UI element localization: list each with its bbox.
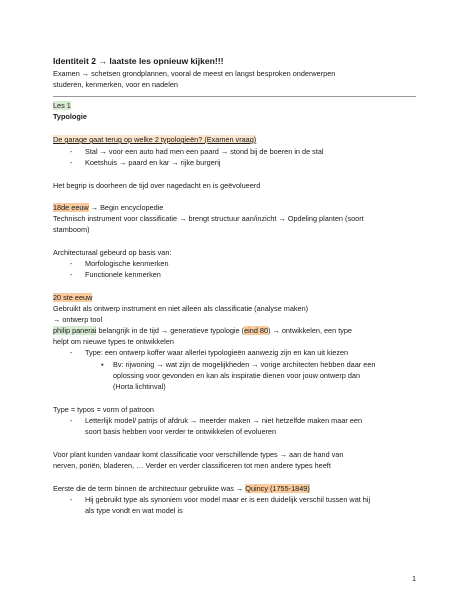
horizontal-rule [53, 96, 416, 97]
bullet-dash: - [70, 147, 73, 156]
quincy-line [53, 484, 310, 494]
lesson-label-highlight: Les 1 [53, 101, 71, 110]
bullet-dash: - [70, 416, 73, 425]
bullet-dash: - [70, 495, 73, 504]
plant-line-2: nerven, poriën, bladeren, … Verder en verder classificeren tot men andere types heeft [53, 461, 331, 470]
lesson-label [53, 101, 71, 111]
concept-line: Het begrip is doorheen de tijd over nagedacht en is geëvolueerd [53, 181, 261, 190]
century-18-highlight: 18de eeuw [53, 203, 89, 212]
bullet-dash: - [70, 270, 73, 279]
type-definition-line: Type = typos = vorm of patroon [53, 405, 154, 414]
quincy-highlight: Quincy (1755-1849) [245, 484, 310, 493]
example-line-1: Bv: rijwoning → wat zijn de mogelijkheden → vorige architecten hebben daar een [113, 360, 376, 369]
exam-question [53, 135, 256, 145]
century-18-line-3: stamboom) [53, 225, 90, 234]
century-20-line-4: helpt om nieuwe types te ontwikkelen [53, 337, 174, 346]
century-20-line-3-end: ) → ontwikkelen, een type [268, 326, 352, 335]
intro-line-1: Examen → schetsen grondplannen, vooral de meest en langst besproken onderwerpen [53, 69, 336, 78]
century-20-item-1: Type: een ontwerp koffer waar allerlei typologieën aanwezig zijn en kan uit kiezen [85, 348, 349, 357]
example-line-2: oplossing voor gevonden en kan als inspiratie dienen voor jouw ontwerp dan [113, 371, 361, 380]
bullet-dash: - [70, 158, 73, 167]
lesson-topic: Typologie [53, 112, 87, 121]
century-18-line [53, 203, 163, 213]
person-highlight: philip panerai [53, 326, 97, 335]
plant-line-1: Voor plant kunden vandaar komt classificatie voor verschillende types → aan de hand van [53, 450, 344, 459]
bullet-dash: - [70, 348, 73, 357]
intro-line-2: studeren, kenmerken, voor en nadelen [53, 80, 178, 89]
exam-question-text: De garage gaat terug op welke 2 typologieën? (Examen vraag) [53, 135, 257, 144]
quincy-lead: Eerste die de term binnen de architectuur gebruikte was → [53, 484, 246, 493]
century-18-line-2: Technisch instrument voor classificatie → brengt structuur aan/inzicht → Opdeling planten (soort [53, 214, 364, 223]
century-20-heading [53, 293, 92, 303]
architecture-basis-line: Architecturaal gebeurd op basis van: [53, 248, 172, 257]
century-20-line-2: → ontwerp tool [53, 315, 103, 324]
century-20-line-3-mid: belangrijk in de tijd → generatieve typologie ( [96, 326, 245, 335]
page-number: 1 [412, 574, 417, 583]
example-line-3: (Horta lichtinval) [113, 382, 166, 391]
century-20-line-3 [53, 326, 352, 336]
document-title: Identiteit 2 → laatste les opnieuw kijken!!! [53, 56, 224, 66]
era-80-highlight: eind 80 [244, 326, 269, 335]
architecture-item-2: Functionele kenmerken [85, 270, 161, 279]
bullet-dash: - [70, 259, 73, 268]
century-18-rest: → Begin encyclopedie [88, 203, 164, 212]
type-item-line-1: Letterlijk model/ patrijs of afdruk → meerder maken → niet hetzelfde maken maar een [85, 416, 363, 425]
type-item-line-2: soort basis hebben voor verder te ontwikkelen of evolueren [85, 427, 277, 436]
century-20-line-1: Gebruikt als ontwerp instrument en niet alleen als classificatie (analyse maken) [53, 304, 309, 313]
quincy-item-line-1: Hij gebruikt type als synoniem voor model maar er is een duidelijk verschil tussen wat hij [85, 495, 371, 504]
quincy-item-line-2: als type vondt en wat model is [85, 506, 183, 515]
question-item-1: Stal → voor een auto had men een paard → stond bij de boeren in de stal [85, 147, 324, 156]
century-20-highlight: 20 ste eeuw [53, 293, 93, 302]
question-item-2: Koetshuis → paard en kar → rijke burgerij [85, 158, 221, 167]
square-bullet: ▪ [101, 360, 104, 369]
architecture-item-1: Morfologische kenmerken [85, 259, 169, 268]
